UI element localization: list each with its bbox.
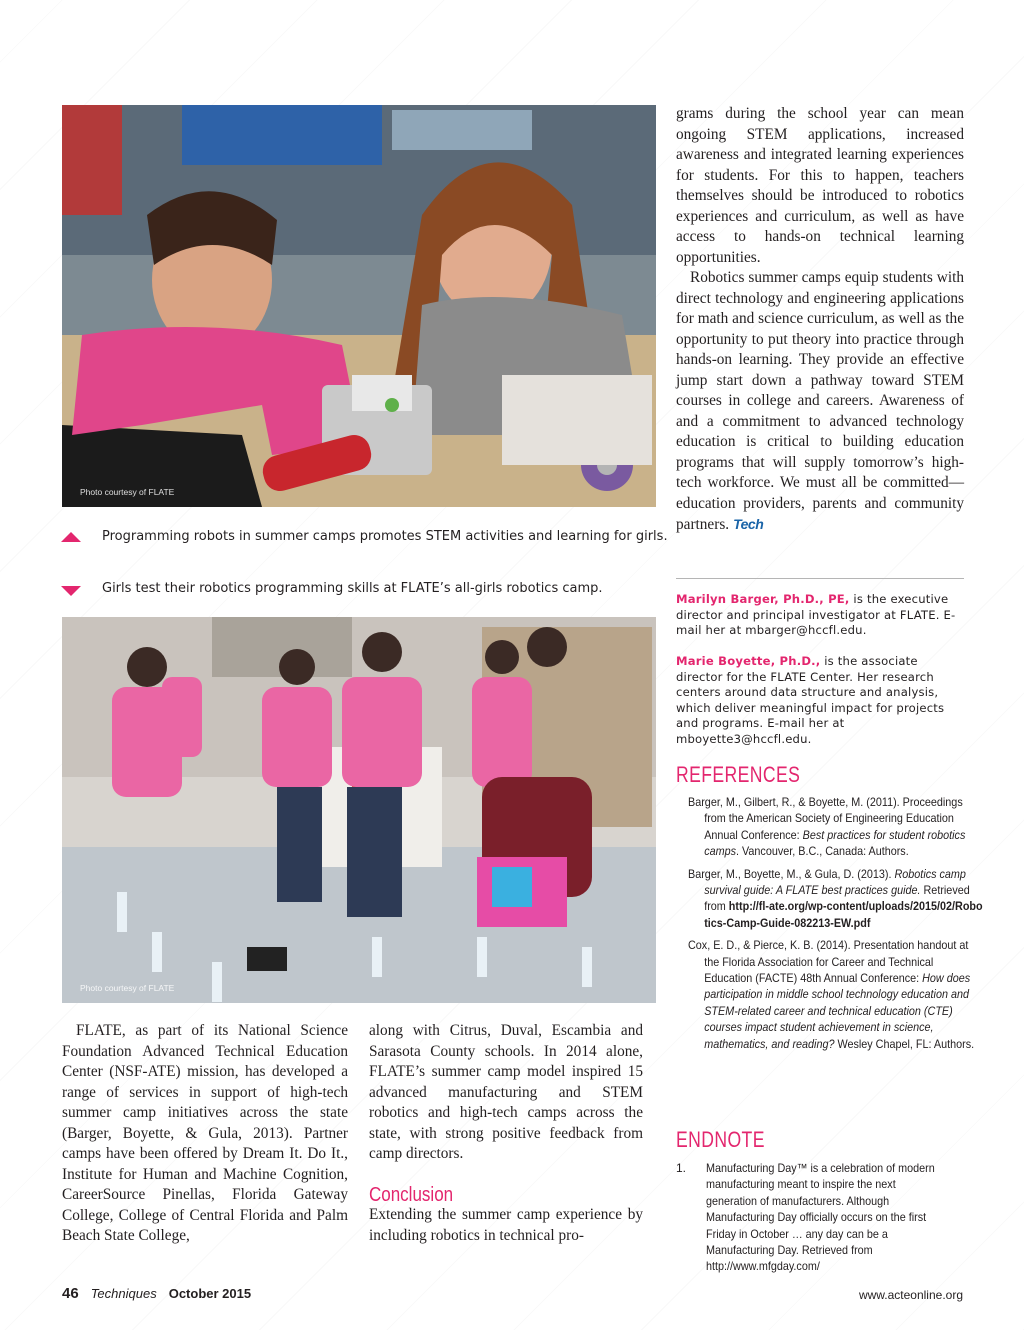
caption-down-arrow-icon [61,586,81,596]
author-bio-boyette [676,654,966,747]
references-heading: REFERENCES [676,762,801,787]
article-column-middle [369,1021,643,1246]
author-text-barger: is the executive director and principal investigator at FLATE. E-mail her at mbarger@hccfl.edu. [676,592,956,637]
article-paragraph-middle: along with Citrus, Duval, Escambia and Sarasota County schools. In 2014 alone, FLATE’s summer camp model inspired 15 advanced manufacturing and STEM robotics and high-tech camps across the state, with strong positive feedback from camp directors. [369,1022,643,1162]
article-column-left [62,1021,348,1247]
reference-title: Robotics camp survival guide: A FLATE best practices guide. [704,866,966,898]
bio-divider [676,578,964,579]
reference-tail: Retrieved from [704,883,970,914]
top-photo-credit: Photo courtesy of FLATE [80,487,175,497]
reference-item [688,866,983,932]
caption-up-arrow-icon [61,532,81,542]
reference-text: Barger, M., Gilbert, R., & Boyette, M. (2011). Proceedings from the American Society of Engineering Education Annual Conference: [688,795,963,842]
reference-title: Best practices for student robotics camps [704,827,966,859]
tech-end-mark-icon: Tech [733,516,764,532]
bottom-photo-caption: Girls test their robotics programming skills at FLATE’s all-girls robotics camp. [102,581,603,596]
author-bio-barger [676,592,966,639]
magazine-title: Techniques [90,1286,157,1301]
footer-url[interactable]: www.acteonline.org [858,1288,963,1302]
article-paragraph-left: FLATE, as part of its National Science Foundation Advanced Technical Education Center (NSF-ATE) mission, has developed a range of services in support of high-tech summer camp initiatives across the state (Barger, Boyette, & Gula, 2013). Partner camps have been offered by Dream It. Do It., Institute for Human and Machine Cognition, CareerSource Pinellas, Florida Gateway College, College of Central Florida and Palm Beach State College, [62,1022,348,1244]
article-paragraph-right-2-text: Robotics summer camps equip students with direct technology and engineering applications for math and science curriculum, as well as the opportunity to put theory into practice through hands-on learning. They provide an effective jump start down a pathway toward STEM courses in college and careers. Awareness of and a commitment to advanced technology education is critical to building education programs that will supply tomorrow’s high-tech workforce. We must all be committed—education providers, parents and community partners. [676,269,964,533]
reference-tail: Wesley Chapel, FL: Authors. [834,1036,975,1051]
reference-text: Barger, M., Boyette, M., & Gula, D. (2013). [688,866,895,881]
robotics-girls-photo [62,105,656,507]
reference-link[interactable]: http://fl-ate.org/wp-content/uploads/2015/02/Robotics-Camp-Guide-082213-EW.pdf [704,899,983,930]
top-photo-caption: Programming robots in summer camps promotes STEM activities and learning for girls. [102,529,668,544]
endnote-heading: ENDNOTE [676,1127,765,1152]
author-name-boyette: Marie Boyette, Ph.D., [676,654,821,668]
reference-item [688,937,983,1052]
reference-item [688,794,983,860]
reference-tail: . Vancouver, B.C., Canada: Authors. [736,844,909,859]
article-paragraph-right-1: grams during the school year can mean ongoing STEM applications, increased awareness and integrated learning experiences for students. For this to happen, teachers themselves should be introduced to robotics experiences and curriculum, as well as have access to hands-on technical learning opportunities. [676,105,964,266]
bottom-photo-credit: Photo courtesy of FLATE [80,983,175,993]
author-text-boyette: is the associate director for the FLATE Center. Her research centers around data structure and analysis, which deliver meaningful impact for projects and programs. E-mail her at mboyette3@hccfl.edu. [676,654,945,746]
issue-date: October 2015 [168,1286,252,1301]
references-list [688,794,983,1058]
robotics-camp-group-photo [62,617,656,1003]
reference-text: Cox, E. D., & Pierce, K. B. (2014). Presentation handout at the Florida Association for Career and Technical Education (FACTE) 48th Annual Conference: [688,938,969,986]
endnote-item [676,1160,976,1275]
page-number: 46 [62,1285,79,1302]
endnote-text: Manufacturing Day™ is a celebration of modern manufacturing meant to inspire the next generation of manufacturers. Although Manufacturing Day officially occurs on the first Friday in October … any day can be a Manufacturing Day. Retrieved from http://www.mfgday.com/ [706,1161,935,1274]
top-photo [62,105,656,507]
bottom-photo [62,617,656,1003]
reference-title: How does participation in middle school technology education and STEM-related career and technical education (CTE) courses impact student achievement in science, mathematics, and reading? [704,971,971,1051]
author-name-barger: Marilyn Barger, Ph.D., PE, [676,592,850,606]
conclusion-heading: Conclusion [369,1183,454,1206]
page-footer [62,1285,251,1302]
endnote-number: 1. [676,1161,687,1175]
article-column-right [676,104,964,536]
article-paragraph-right-2 [676,268,964,536]
conclusion-paragraph: Extending the summer camp experience by including robotics in technical pro- [369,1206,643,1244]
